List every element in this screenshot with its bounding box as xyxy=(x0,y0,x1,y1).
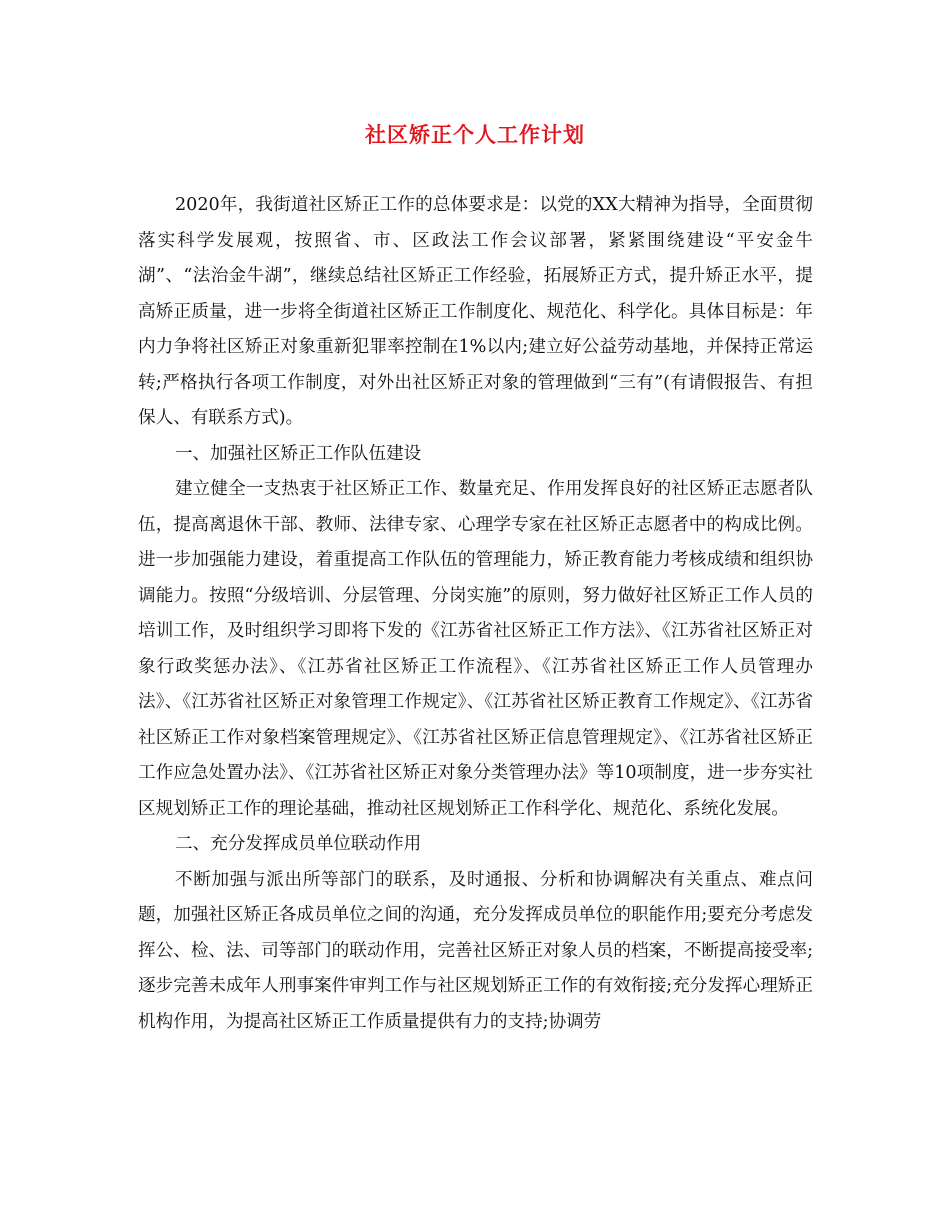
document-body xyxy=(138,188,813,1040)
intro-paragraph: 2020年，我街道社区矫正工作的总体要求是：以党的XX大精神为指导，全面贯彻落实科学发展观，按照省、市、区政法工作会议部署，紧紧围绕建设“平安金牛湖”、“法治金牛湖”，继续总结社区矫正工作经验，拓展矫正方式，提升矫正水平，提高矫正质量，进一步将全街道社区矫正工作制度化、规范化、科学化。具体目标是：年内力争将社区矫正对象重新犯罪率控制在1%以内;建立好公益劳动基地，并保持正常运转;严格执行各项工作制度，对外出社区矫正对象的管理做到“三有”(有请假报告、有担保人、有联系方式)。 xyxy=(138,195,813,428)
section-heading-1: 一、加强社区矫正工作队伍建设 xyxy=(174,443,422,464)
section-paragraph-2: 不断加强与派出所等部门的联系，及时通报、分析和协调解决有关重点、难点问题，加强社区矫正各成员单位之间的沟通，充分发挥成员单位的职能作用;要充分考虑发挥公、检、法、司等部门的联动作用，完善社区矫正对象人员的档案，不断提高接受率;逐步完善未成年人刑事案件审判工作与社区规划矫正工作的有效衔接;充分发挥心理矫正机构作用，为提高社区矫正工作质量提供有力的支持;协调劳 xyxy=(138,869,813,1032)
document-title: 社区矫正个人工作计划 xyxy=(365,122,585,147)
section-paragraph-1: 建立健全一支热衷于社区矫正工作、数量充足、作用发挥良好的社区矫正志愿者队伍，提高离退休干部、教师、法律专家、心理学专家在社区矫正志愿者中的构成比例。进一步加强能力建设，着重提高工作队伍的管理能力，矫正教育能力考核成绩和组织协调能力。按照“分级培训、分层管理、分岗实施”的原则，努力做好社区矫正工作人员的培训工作，及时组织学习即将下发的《江苏省社区矫正工作方法》、《江苏省社区矫正对象行政奖惩办法》、《江苏省社区矫正工作流程》、《江苏省社区矫正工作人员管理办法》、《江苏省社区矫正对象管理工作规定》、《江苏省社区矫正教育工作规定》、《江苏省社区矫正工作对象档案管理规定》、《江苏省社区矫正信息管理规定》、《江苏省社区矫正工作应急处置办法》、《江苏省社区矫正对象分类管理办法》等10项制度，进一步夯实社区规划矫正工作的理论基础，推动社区规划矫正工作科学化、规范化、系统化发展。 xyxy=(138,479,813,819)
section-heading-2: 二、充分发挥成员单位联动作用 xyxy=(174,834,422,854)
